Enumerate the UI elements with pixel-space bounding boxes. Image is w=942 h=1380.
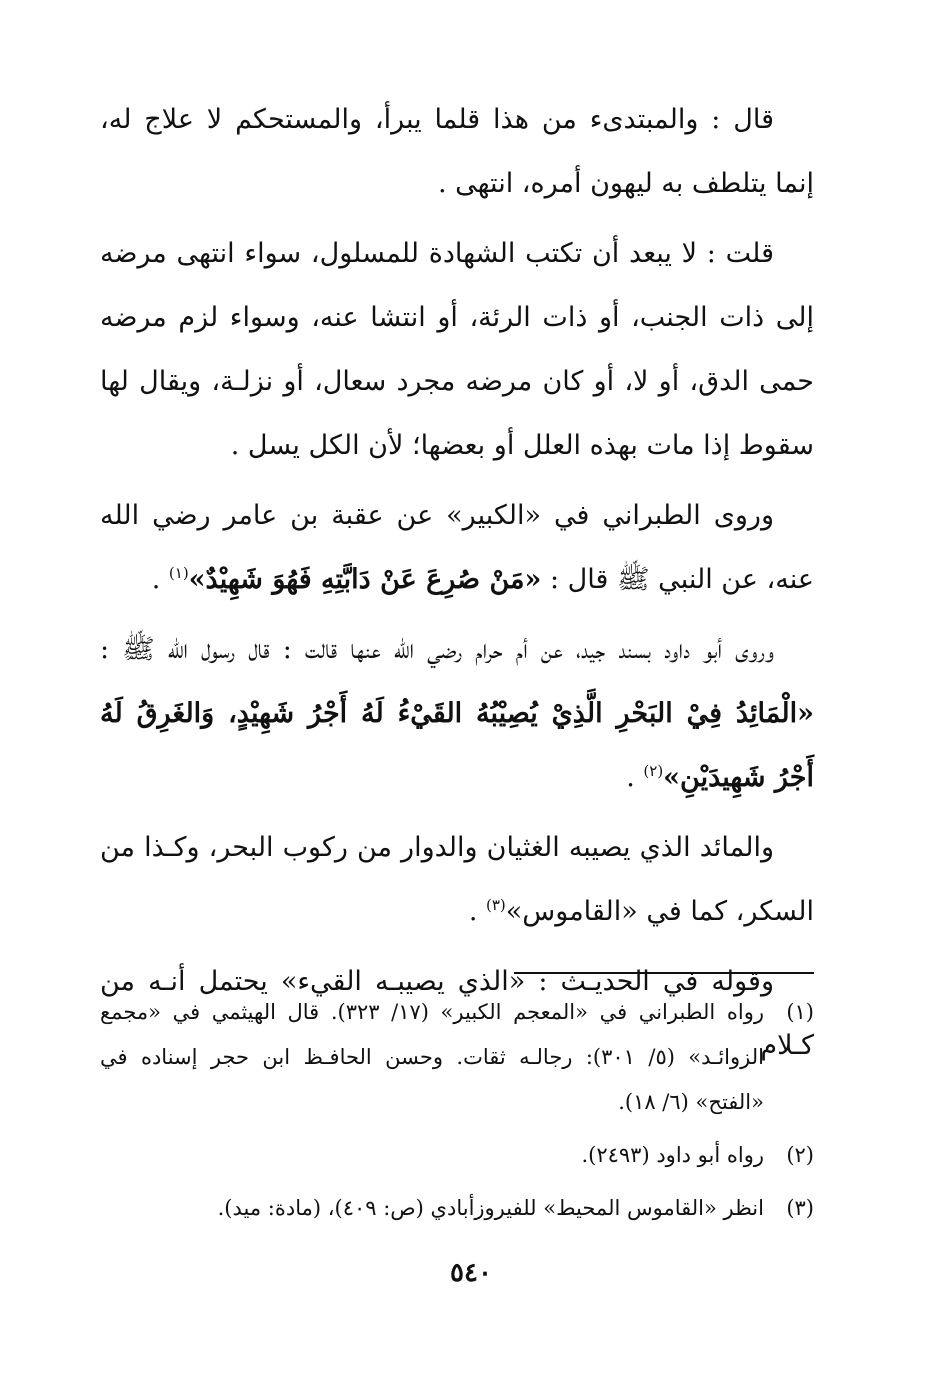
footnote-reference: (٣) (486, 896, 506, 914)
footnote-text: انظر «القاموس المحيط» للفيروزأبادي (ص: ٤٠٩)، (مادة: ميد). (217, 1196, 764, 1220)
hadith-quote: «الْمَائِدُ فِيْ البَحْرِ الَّذِيْ يُصِيْبُهُ القَيْءُ لَهُ أَجْرُ شَهِيْدٍ، وَالغَرِقُ لَهُ أَجْرُ شَهِيدَيْنِ» (100, 698, 814, 793)
footnote-text: رواه الطبراني في «المعجم الكبير» (١٧/ ٣٢٣). قال الهيثمي في «مجمع الزوائـد» (٥/ ٣٠١): رجالـه ثقات. وحسن الحافـظ ابن حجر إسناده في «الفتح» (٦/ ١٨). (100, 1000, 764, 1114)
text-run: . (468, 896, 486, 927)
text-run: والمائد الذي يصيبه الغثيان والدوار من ركوب البحر، وكـذا من السكر، كما في «القاموس» (100, 832, 814, 927)
text-run: وروى أبو داود بسند جيد، عن أم حرام رضي الله عنها قالت : قال رسول الله ﷺ : (100, 634, 774, 665)
footnote-reference: (١) (168, 564, 189, 582)
hadith-quote: «مَنْ صُرِعَ عَنْ دَابَّتِهِ فَهُوَ شَهِيْدٌ» (188, 564, 542, 595)
paragraph (100, 618, 814, 810)
footnote-text: رواه أبو داود (٢٤٩٣). (581, 1143, 764, 1167)
text-run: قلت : لا يبعد أن تكتب الشهادة للمسلول، سواء انتهى مرضه إلى ذات الجنب، أو ذات الرئة، أو انتشا عنه، وسواء لزم مرضه حمى الدق، أو لا، أو كان مرضه مجرد سعال، أو نزلـة، ويقال لها سقوط إذا مات بهذه العلل أو بعضها؛ لأن الكل يسل . (100, 238, 814, 461)
footnote (100, 990, 814, 1125)
main-text (100, 88, 814, 1078)
page-number: ٥٤٠ (450, 1258, 492, 1288)
footnote-divider (514, 972, 814, 974)
text-run: . (626, 762, 644, 793)
footnote (100, 1186, 814, 1231)
footnotes (100, 990, 814, 1231)
text-run: وقوله في الحديـث : «الذي يصيبـه القيء» يحتمل أنـه من كـلام (100, 966, 814, 1061)
footnote-number: (٣) (786, 1196, 814, 1220)
paragraph (100, 816, 814, 944)
footnote-number: (١) (786, 1000, 814, 1024)
footnote-reference: (٢) (643, 762, 664, 780)
footnote-number: (٢) (786, 1143, 814, 1167)
paragraph (100, 484, 814, 612)
paragraph (100, 222, 814, 478)
footnote (100, 1133, 814, 1178)
text-run: وروى الطبراني في «الكبير» عن عقبة بن عامر رضي الله عنه، عن النبي ﷺ قال : (100, 500, 814, 595)
text-run: . (151, 564, 169, 595)
text-run: قال : والمبتدىء من هذا قلما يبرأ، والمستحكم لا علاج له، إنما يتلطف به ليهون أمره، انتهى . (100, 104, 814, 199)
paragraph (100, 88, 814, 216)
